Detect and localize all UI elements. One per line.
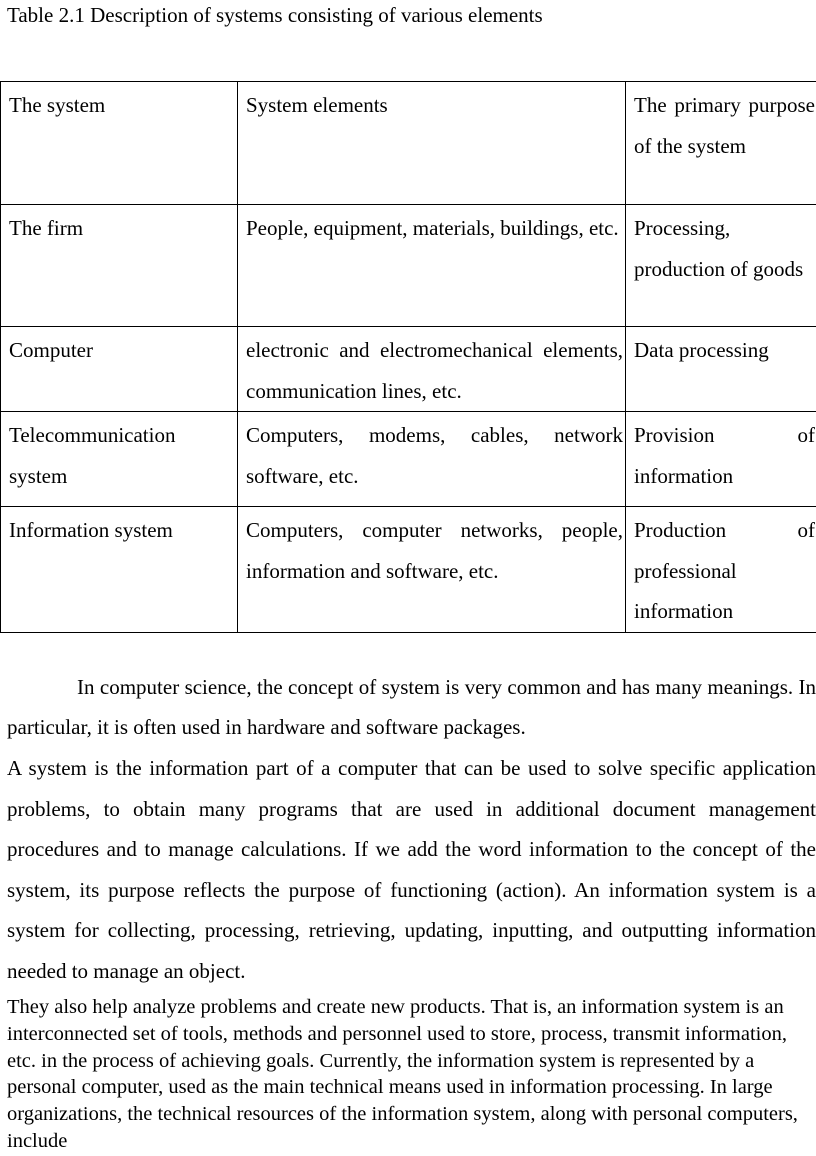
table-row bbox=[1, 507, 816, 633]
header-cell-system: The system bbox=[1, 82, 238, 205]
table-cell: Computer bbox=[1, 327, 238, 412]
table-header-row bbox=[1, 82, 816, 205]
paragraph-definition: A system is the information part of a computer that can be used to solve specific application problems, to obtain many programs that are used in additional document management procedures and to manage calculations. If we add the word information to the concept of the system, its purpose reflects the purpose of functioning (action). An information system is a system for collecting, processing, retrieving, updating, inputting, and outputting information needed to manage an object. bbox=[7, 756, 816, 983]
table-row bbox=[1, 412, 816, 507]
paragraph-intro: In computer science, the concept of system is very common and has many meanings. In particular, it is often used in hardware and software packages. bbox=[7, 675, 816, 739]
table-cell: Telecommunication system bbox=[1, 412, 238, 507]
table-cell: electronic and electromechanical elements, communication lines, etc. bbox=[238, 327, 626, 412]
table-cell: Information system bbox=[1, 507, 238, 633]
table-cell: The firm bbox=[1, 205, 238, 327]
table-cell: Processing, production of goods bbox=[626, 205, 816, 327]
header-cell-elements: System elements bbox=[238, 82, 626, 205]
table-cell: Computers, modems, cables, network software, etc. bbox=[238, 412, 626, 507]
table-row bbox=[1, 327, 816, 412]
header-cell-purpose: The primary purpose of the system bbox=[626, 82, 816, 205]
table-cell: Computers, computer networks, people, information and software, etc. bbox=[238, 507, 626, 633]
table-row bbox=[1, 205, 816, 327]
table-cell: Provision of information bbox=[626, 412, 816, 507]
table-cell: Production of professional information bbox=[626, 507, 816, 633]
table-cell: People, equipment, materials, buildings, etc. bbox=[238, 205, 626, 327]
systems-table bbox=[0, 81, 816, 633]
table-caption: Table 2.1 Description of systems consisting of various elements bbox=[7, 3, 543, 27]
paragraph-continuation: They also help analyze problems and create new products. That is, an information system is an interconnected set of tools, methods and personnel used to store, process, transmit information, etc. in the process of achieving goals. Currently, the information system is represented by a personal computer, used as the main technical means used in information processing. In large organizations, the technical resources of the information system, along with personal computers, include bbox=[7, 996, 798, 1152]
table-cell: Data processing bbox=[626, 327, 816, 412]
